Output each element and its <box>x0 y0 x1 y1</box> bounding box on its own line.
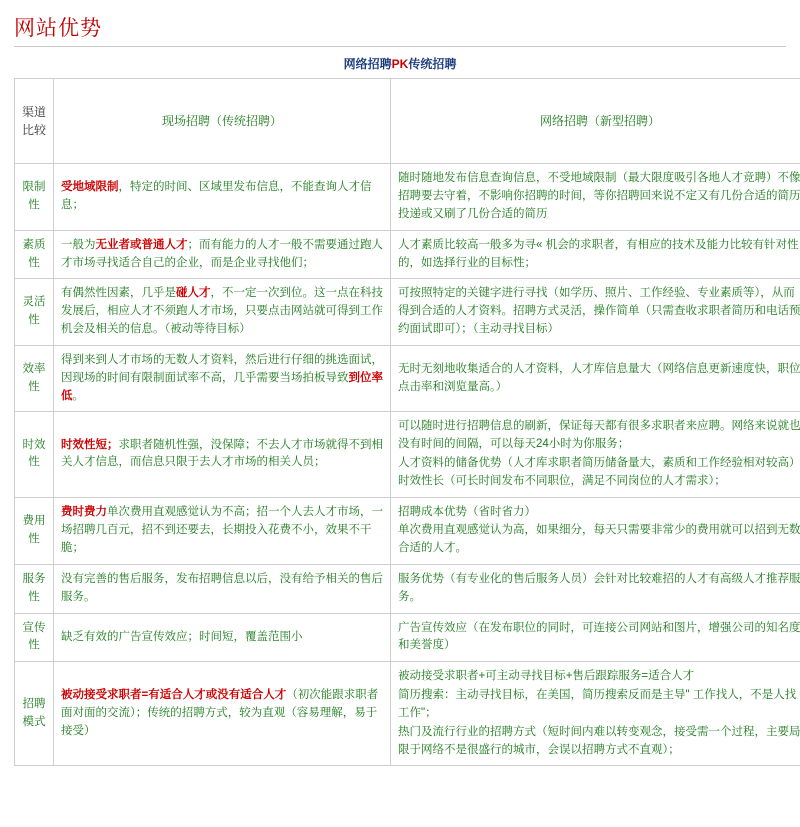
table-row <box>15 497 800 564</box>
online-recruiting-cell <box>391 345 800 411</box>
online-recruiting-cell <box>391 662 800 766</box>
title-divider <box>14 46 786 47</box>
traditional-recruiting-cell <box>54 613 391 662</box>
table-row <box>15 164 800 230</box>
cell-text-emphasis: 到位率低 <box>61 372 383 402</box>
traditional-recruiting-cell <box>54 662 391 766</box>
table-row <box>15 230 800 279</box>
table-row <box>15 279 800 345</box>
table-row <box>15 613 800 662</box>
table-row <box>15 345 800 411</box>
row-label-cell: 灵活性 <box>15 279 54 345</box>
cell-text: 求职者随机性强，没保障； <box>119 439 257 451</box>
cell-text-emphasis: 被动接受求职者=有适合人才或没有适合人才 <box>61 689 286 701</box>
cell-text-emphasis: 时效性短； <box>61 439 119 451</box>
cell-paragraph <box>61 687 383 740</box>
cell-text: 随时随地发布信息查询信息，不受地域限制（最大限度吸引各地人才竞聘）不像招聘要去守着，不影响你招聘的时间，等你招聘回来说不定又有几份合适的简历投递或又刷了几份合适的简历 <box>398 172 800 220</box>
header-left-cell: 现场招聘（传统招聘） <box>54 79 391 164</box>
cell-text: 没有完善的售后服务，发布招聘信息以后，没有给予相关的售后服务。 <box>61 573 383 603</box>
row-label-cell: 费用性 <box>15 497 54 564</box>
traditional-recruiting-cell <box>54 497 391 564</box>
cell-text: 广告宣传效应（在发布职位的同时，可连接公司网站和图片，增强公司的知名度和美誉度） <box>398 622 800 652</box>
caption-pre-text: 网络招聘 <box>344 57 392 71</box>
comparison-table <box>14 78 800 766</box>
cell-text: 无时无刻地收集适合的人才资料，人才库信息量大（网络信息更新速度快，职位点击率和浏览量高。） <box>398 363 800 393</box>
cell-paragraph: 被动接受求职者+可主动寻找目标+售后跟踪服务=适合人才 <box>398 668 800 686</box>
cell-text: ，特定的时间、区域里发布信息，不能查询人才信息； <box>61 181 372 211</box>
cell-text: 单次费用直观感觉认为不高；招一个人去人才市场，一场招聘几百元，招不到还要去，长期投入花费不小，效果不干脆； <box>61 506 383 554</box>
cell-text-emphasis: 受地域限制 <box>61 181 119 193</box>
comparison-table-body <box>15 79 800 766</box>
cell-text: 缺乏有效的广告宣传效应；时间短，覆盖范围小 <box>61 631 303 643</box>
online-recruiting-cell <box>391 613 800 662</box>
table-row <box>15 412 800 497</box>
cell-text: 一般为 <box>61 239 96 251</box>
cell-text: ；而有能力的人才一般不需要通过跑人才市场寻找适合自己的企业，而是企业寻找他们； <box>61 239 383 269</box>
cell-text: 有偶然性因素，几乎是 <box>61 287 176 299</box>
traditional-recruiting-cell <box>54 164 391 230</box>
cell-paragraph <box>398 571 800 607</box>
cell-text: 。 <box>73 390 85 402</box>
cell-text: 得到来到人才市场的无数人才资料，然后进行仔细的挑选面试，因现场的时间有限制面试率不高，几乎需要当场拍板导致 <box>61 354 383 384</box>
cell-text-emphasis: 无业者或普通人才 <box>96 239 188 251</box>
cell-text: 不去人才市场就得不到相关人才信息，而信息只限于去人才市场的相关人员； <box>61 439 383 469</box>
cell-paragraph: 单次费用直观感觉认为高，如果细分，每天只需要非常少的费用就可以招到无数合适的人才。 <box>398 522 800 558</box>
table-header-row <box>15 79 800 164</box>
row-label-cell: 服务性 <box>15 565 54 614</box>
cell-paragraph <box>61 437 383 473</box>
header-right-cell: 网络招聘（新型招聘） <box>391 79 800 164</box>
cell-paragraph: 招聘成本优势（省时省力） <box>398 504 800 522</box>
row-label-cell: 限制性 <box>15 164 54 230</box>
table-row <box>15 662 800 766</box>
cell-text: 人才素质比较高一般多为寻« 机会的求职者，有相应的技术及能力比较有针对性的，如选择行业的目标性； <box>398 239 799 269</box>
cell-text: （初次能跟求职者面对面的交流）；传统的招聘方式，较为直观（容易理解，易于接受） <box>61 689 378 737</box>
cell-paragraph <box>61 285 383 338</box>
cell-paragraph <box>398 237 800 273</box>
online-recruiting-cell <box>391 565 800 614</box>
row-label-cell: 招聘模式 <box>15 662 54 766</box>
caption-pk-text: PK <box>392 57 409 71</box>
table-row <box>15 565 800 614</box>
row-label-cell: 时效性 <box>15 412 54 497</box>
online-recruiting-cell <box>391 164 800 230</box>
cell-text-emphasis: 碰人才 <box>176 287 211 299</box>
document-page <box>0 12 800 766</box>
cell-text-emphasis: 费时费力 <box>61 506 107 518</box>
caption-post-text: 传统招聘 <box>408 57 456 71</box>
cell-paragraph: 热门及流行行业的招聘方式（短时间内难以转变观念，接受需一个过程，主要局限于网络不是很盛行的城市，会误以招聘方式不直观）； <box>398 724 800 760</box>
header-rowhead-cell: 渠道比较 <box>15 79 54 164</box>
cell-paragraph <box>398 620 800 656</box>
online-recruiting-cell <box>391 279 800 345</box>
traditional-recruiting-cell <box>54 565 391 614</box>
online-recruiting-cell <box>391 497 800 564</box>
online-recruiting-cell <box>391 230 800 279</box>
row-label-cell: 效率性 <box>15 345 54 411</box>
cell-paragraph <box>61 504 383 557</box>
cell-paragraph <box>61 571 383 607</box>
page-title: 网站优势 <box>14 12 800 42</box>
cell-paragraph <box>61 237 383 273</box>
traditional-recruiting-cell <box>54 230 391 279</box>
cell-text: 服务优势（有专业化的售后服务人员）会针对比较难招的人才有高级人才推荐服务。 <box>398 573 800 603</box>
cell-text: ，不一定一次到位。这一点在科技发展后，相应人才不须跑人才市场，只要点击网站就可得到工作机会及相关的信息。（被动等待目标） <box>61 287 383 335</box>
cell-paragraph: 简历搜索：主动寻找目标，在美国，简历搜索反而是主导" 工作找人，不是人找工作"； <box>398 687 800 723</box>
cell-paragraph: 人才资料的储备优势（人才库求职者简历储备量大，素质和工作经验相对较高）时效性长（可长时间发布不同职位，满足不同岗位的人才需求）； <box>398 455 800 491</box>
cell-paragraph <box>61 179 383 215</box>
cell-paragraph: 可以随时进行招聘信息的刷新，保证每天都有很多求职者来应聘。网络来说就也没有时间的间隔，可以每天24小时为你服务； <box>398 418 800 454</box>
cell-paragraph <box>398 170 800 223</box>
cell-paragraph <box>61 629 383 647</box>
cell-paragraph <box>398 285 800 338</box>
row-label-cell: 宣传性 <box>15 613 54 662</box>
cell-paragraph <box>61 352 383 405</box>
cell-text: 可按照特定的关键字进行寻找（如学历、照片、工作经验、专业素质等），从而得到合适的人才资料。招聘方式灵活，操作简单（只需查收求职者简历和电话预约面试即可）；（主动寻找目标） <box>398 287 800 335</box>
cell-paragraph <box>398 361 800 397</box>
traditional-recruiting-cell <box>54 412 391 497</box>
online-recruiting-cell <box>391 412 800 497</box>
table-caption <box>0 57 800 71</box>
row-label-cell: 素质性 <box>15 230 54 279</box>
traditional-recruiting-cell <box>54 345 391 411</box>
traditional-recruiting-cell <box>54 279 391 345</box>
